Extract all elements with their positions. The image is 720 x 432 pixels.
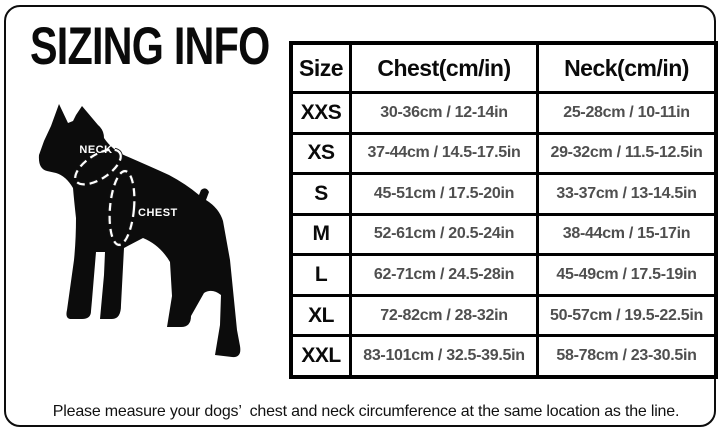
- row-l-size: L: [293, 256, 349, 294]
- row-xxl-neck: 58-78cm / 23-30.5in: [539, 337, 714, 375]
- col-header-neck: Neck(cm/in): [539, 45, 714, 91]
- row-l-neck: 45-49cm / 17.5-19in: [539, 256, 714, 294]
- dog-silhouette-icon: [34, 99, 269, 371]
- row-xxs-chest: 30-36cm / 12-14in: [352, 94, 536, 132]
- row-xxl-chest: 83-101cm / 32.5-39.5in: [352, 337, 536, 375]
- row-m-size: M: [293, 216, 349, 254]
- row-xs-neck: 29-32cm / 11.5-12.5in: [539, 135, 714, 173]
- row-xxs-neck: 25-28cm / 10-11in: [539, 94, 714, 132]
- row-xl-size: XL: [293, 297, 349, 335]
- row-m-neck: 38-44cm / 15-17in: [539, 216, 714, 254]
- dog-body-shape: [39, 104, 240, 357]
- sizing-info-card: [4, 5, 716, 427]
- col-header-size: Size: [293, 45, 349, 91]
- row-m-chest: 52-61cm / 20.5-24in: [352, 216, 536, 254]
- dog-measurement-diagram: [34, 99, 269, 371]
- neck-label: NECK: [79, 144, 113, 156]
- measurement-note: Please measure your dogs’ chest and neck circumference at the same location as the line.: [52, 403, 680, 420]
- row-s-neck: 33-37cm / 13-14.5in: [539, 175, 714, 213]
- row-s-chest: 45-51cm / 17.5-20in: [352, 175, 536, 213]
- row-xl-neck: 50-57cm / 19.5-22.5in: [539, 297, 714, 335]
- row-xs-chest: 37-44cm / 14.5-17.5in: [352, 135, 536, 173]
- row-xs-size: XS: [293, 135, 349, 173]
- row-s-size: S: [293, 175, 349, 213]
- size-chart-table: [289, 41, 718, 379]
- row-xxl-size: XXL: [293, 337, 349, 375]
- row-l-chest: 62-71cm / 24.5-28in: [352, 256, 536, 294]
- row-xl-chest: 72-82cm / 28-32in: [352, 297, 536, 335]
- col-header-chest: Chest(cm/in): [352, 45, 536, 91]
- chest-label: CHEST: [138, 207, 178, 219]
- row-xxs-size: XXS: [293, 94, 349, 132]
- page-title: SIZING INFO: [30, 17, 270, 76]
